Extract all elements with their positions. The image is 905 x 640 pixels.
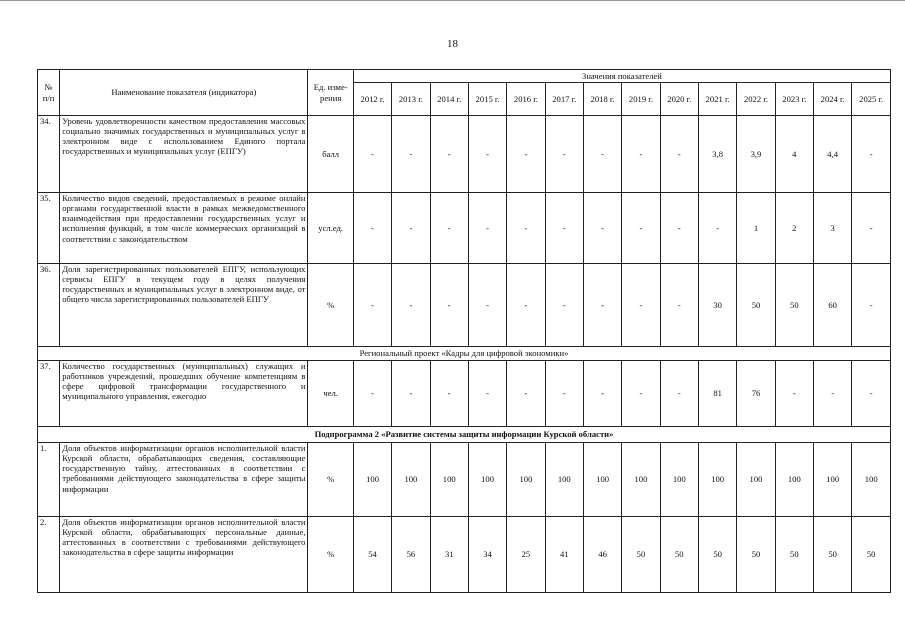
value-cell: - bbox=[468, 264, 506, 347]
indicator-name: Доля объектов информатизации органов исполнительной власти Курской области, обрабатывающих сведения, составляющие государственную тайну, аттестованных в соответствии с требованиями действующего законодательства в сфере защиты информации bbox=[60, 443, 308, 517]
value-cell: 100 bbox=[814, 443, 852, 517]
value-cell: 56 bbox=[392, 517, 430, 593]
value-cell: - bbox=[468, 361, 506, 427]
indicator-unit: чел. bbox=[308, 361, 353, 427]
col-header-year: 2014 г. bbox=[430, 83, 468, 116]
value-cell: - bbox=[468, 193, 506, 264]
page-number: 18 bbox=[447, 38, 458, 50]
value-cell: - bbox=[430, 264, 468, 347]
value-cell: 34 bbox=[468, 517, 506, 593]
value-cell: - bbox=[392, 264, 430, 347]
value-cell: 100 bbox=[583, 443, 621, 517]
value-cell: - bbox=[622, 264, 660, 347]
table-row bbox=[38, 193, 891, 264]
value-cell: 50 bbox=[775, 517, 813, 593]
value-cell: - bbox=[353, 264, 391, 347]
table-row bbox=[38, 517, 891, 593]
value-cell: 100 bbox=[392, 443, 430, 517]
table-body bbox=[38, 116, 891, 593]
value-cell: 4,4 bbox=[814, 116, 852, 193]
value-cell: - bbox=[545, 193, 583, 264]
value-cell: 76 bbox=[737, 361, 775, 427]
value-cell: - bbox=[583, 264, 621, 347]
value-cell: - bbox=[507, 193, 545, 264]
value-cell: - bbox=[852, 361, 891, 427]
value-cell: - bbox=[660, 116, 698, 193]
col-header-year: 2013 г. bbox=[392, 83, 430, 116]
value-cell: 4 bbox=[775, 116, 813, 193]
row-number: 36. bbox=[38, 264, 60, 347]
value-cell: - bbox=[545, 116, 583, 193]
row-number: 37. bbox=[38, 361, 60, 427]
value-cell: - bbox=[353, 116, 391, 193]
value-cell: 100 bbox=[622, 443, 660, 517]
value-cell: - bbox=[392, 361, 430, 427]
indicator-name: Доля объектов информатизации органов исполнительной власти Курской области, обрабатывающих персональные данные, аттестованных в соответствии с требованиями действующего законодательства в сфере защиты информации bbox=[60, 517, 308, 593]
value-cell: 50 bbox=[814, 517, 852, 593]
value-cell: - bbox=[698, 193, 736, 264]
value-cell: - bbox=[545, 264, 583, 347]
col-header-year: 2019 г. bbox=[622, 83, 660, 116]
table-row bbox=[38, 116, 891, 193]
indicator-unit: усл.ед. bbox=[308, 193, 353, 264]
row-number: 2. bbox=[38, 517, 60, 593]
col-header-year: 2020 г. bbox=[660, 83, 698, 116]
indicators-table bbox=[37, 69, 891, 593]
value-cell: 2 bbox=[775, 193, 813, 264]
table-row bbox=[38, 361, 891, 427]
value-cell: 50 bbox=[852, 517, 891, 593]
value-cell: 100 bbox=[660, 443, 698, 517]
value-cell: - bbox=[583, 361, 621, 427]
value-cell: - bbox=[622, 193, 660, 264]
value-cell: - bbox=[583, 116, 621, 193]
indicator-unit: % bbox=[308, 443, 353, 517]
value-cell: 50 bbox=[698, 517, 736, 593]
col-header-unit: Ед. изме-рения bbox=[308, 70, 353, 116]
row-number: 34. bbox=[38, 116, 60, 193]
section-title: Региональный проект «Кадры для цифровой экономики» bbox=[38, 347, 891, 361]
indicator-name: Количество видов сведений, предоставляемых в режиме онлайн органами государственной власти в рамках межведомственного взаимодействия при предоставлении государственных услуг и исполнения функций, в том числе коммерческих организаций в соответствии с законодательством bbox=[60, 193, 308, 264]
value-cell: - bbox=[507, 361, 545, 427]
col-header-values: Значения показателей bbox=[353, 70, 890, 83]
value-cell: 3,9 bbox=[737, 116, 775, 193]
value-cell: - bbox=[775, 361, 813, 427]
value-cell: 50 bbox=[622, 517, 660, 593]
value-cell: - bbox=[430, 116, 468, 193]
value-cell: - bbox=[852, 193, 891, 264]
value-cell: - bbox=[430, 193, 468, 264]
value-cell: - bbox=[660, 264, 698, 347]
row-number: 1. bbox=[38, 443, 60, 517]
value-cell: 41 bbox=[545, 517, 583, 593]
value-cell: 100 bbox=[698, 443, 736, 517]
value-cell: - bbox=[814, 361, 852, 427]
value-cell: 81 bbox=[698, 361, 736, 427]
col-header-year: 2015 г. bbox=[468, 83, 506, 116]
value-cell: 100 bbox=[430, 443, 468, 517]
value-cell: 60 bbox=[814, 264, 852, 347]
value-cell: 100 bbox=[737, 443, 775, 517]
value-cell: 100 bbox=[507, 443, 545, 517]
value-cell: - bbox=[507, 264, 545, 347]
value-cell: - bbox=[353, 361, 391, 427]
col-header-num: № п/п bbox=[38, 70, 60, 116]
header-row-top bbox=[38, 70, 891, 83]
value-cell: 50 bbox=[737, 517, 775, 593]
indicator-name: Количество государственных (муниципальных) служащих и работников учреждений, прошедших обучение компетенциям в сфере цифровой трансформации государственного и муниципального управления, ежегодно bbox=[60, 361, 308, 427]
col-header-year: 2022 г. bbox=[737, 83, 775, 116]
value-cell: - bbox=[545, 361, 583, 427]
table-row bbox=[38, 264, 891, 347]
col-header-year: 2017 г. bbox=[545, 83, 583, 116]
value-cell: 31 bbox=[430, 517, 468, 593]
value-cell: 1 bbox=[737, 193, 775, 264]
col-header-year: 2012 г. bbox=[353, 83, 391, 116]
value-cell: - bbox=[353, 193, 391, 264]
value-cell: 50 bbox=[775, 264, 813, 347]
value-cell: - bbox=[852, 116, 891, 193]
value-cell: - bbox=[392, 193, 430, 264]
indicator-unit: балл bbox=[308, 116, 353, 193]
section-row bbox=[38, 427, 891, 443]
page-top-border bbox=[0, 0, 905, 1]
value-cell: 3,8 bbox=[698, 116, 736, 193]
value-cell: - bbox=[622, 361, 660, 427]
value-cell: 100 bbox=[353, 443, 391, 517]
value-cell: 100 bbox=[468, 443, 506, 517]
row-number: 35. bbox=[38, 193, 60, 264]
value-cell: 100 bbox=[852, 443, 891, 517]
col-header-year: 2021 г. bbox=[698, 83, 736, 116]
value-cell: 100 bbox=[545, 443, 583, 517]
value-cell: 100 bbox=[775, 443, 813, 517]
col-header-year: 2023 г. bbox=[775, 83, 813, 116]
col-header-name: Наименование показателя (индикатора) bbox=[60, 70, 308, 116]
value-cell: - bbox=[430, 361, 468, 427]
value-cell: 25 bbox=[507, 517, 545, 593]
indicator-name: Уровень удовлетворенности качеством предоставления массовых социально значимых государственных и муниципальных услуг в электронном виде с использованием Единого портала государственных и муниципальных услуг (ЕПГУ) bbox=[60, 116, 308, 193]
value-cell: 3 bbox=[814, 193, 852, 264]
value-cell: - bbox=[852, 264, 891, 347]
value-cell: 50 bbox=[660, 517, 698, 593]
value-cell: 50 bbox=[737, 264, 775, 347]
value-cell: - bbox=[468, 116, 506, 193]
table-row bbox=[38, 443, 891, 517]
value-cell: - bbox=[392, 116, 430, 193]
indicator-unit: % bbox=[308, 517, 353, 593]
value-cell: - bbox=[583, 193, 621, 264]
section-title: Подпрограмма 2 «Развитие системы защиты информации Курской области» bbox=[38, 427, 891, 443]
value-cell: - bbox=[660, 193, 698, 264]
value-cell: - bbox=[622, 116, 660, 193]
col-header-year: 2024 г. bbox=[814, 83, 852, 116]
col-header-year: 2025 г. bbox=[852, 83, 891, 116]
value-cell: - bbox=[660, 361, 698, 427]
value-cell: 30 bbox=[698, 264, 736, 347]
value-cell: 54 bbox=[353, 517, 391, 593]
value-cell: - bbox=[507, 116, 545, 193]
indicator-unit: % bbox=[308, 264, 353, 347]
value-cell: 46 bbox=[583, 517, 621, 593]
col-header-year: 2018 г. bbox=[583, 83, 621, 116]
col-header-year: 2016 г. bbox=[507, 83, 545, 116]
section-row bbox=[38, 347, 891, 361]
indicator-name: Доля зарегистрированных пользователей ЕПГУ, использующих сервисы ЕПГУ в текущем году в целях получения государственных и муниципальных услуг в электронном виде, от общего числа зарегистрированных пользователей ЕПГУ bbox=[60, 264, 308, 347]
